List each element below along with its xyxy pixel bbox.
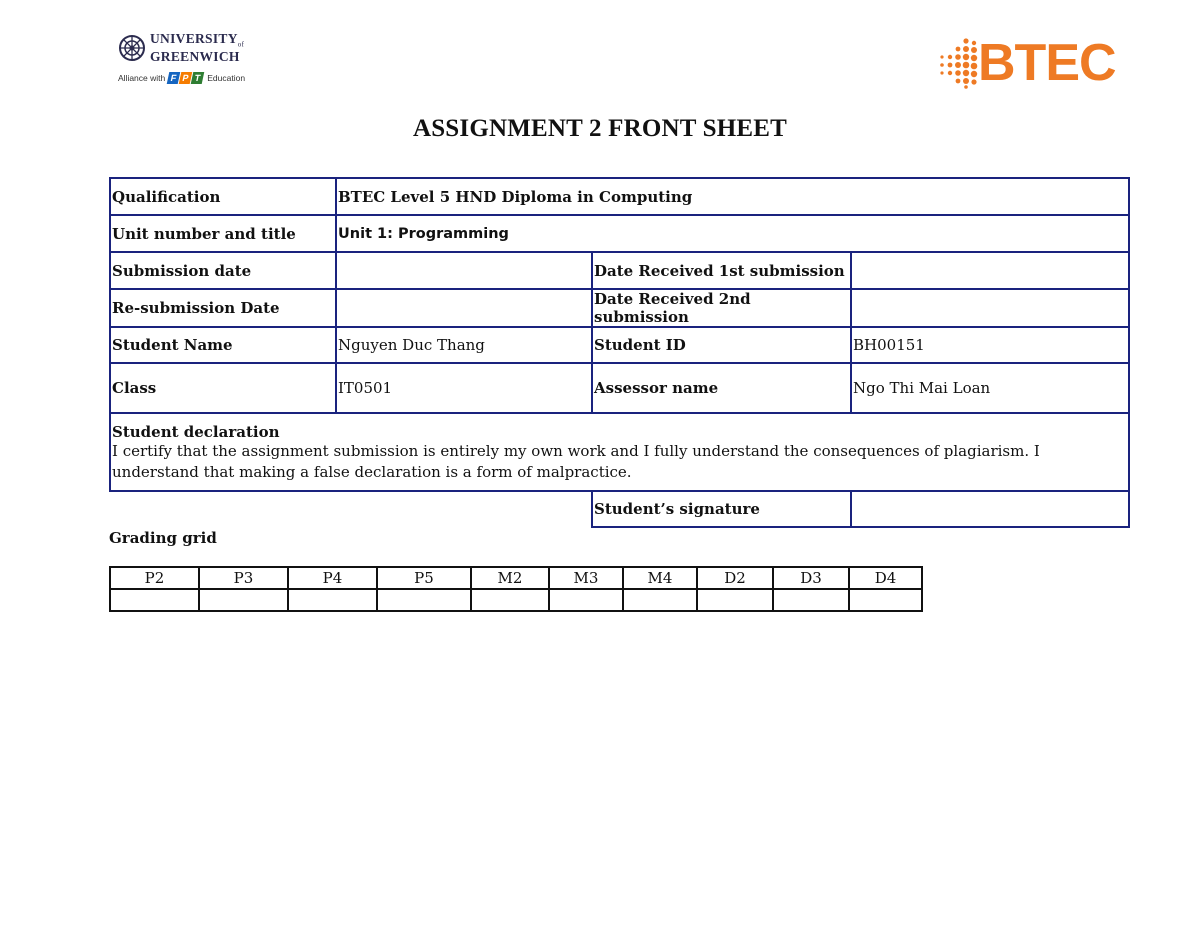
grading-grid-label: Grading grid	[109, 529, 217, 547]
fpt-letter-f: F	[167, 72, 181, 84]
grading-grid	[109, 566, 923, 612]
student-id-label: Student ID	[592, 327, 851, 363]
btec-logo	[936, 34, 1122, 92]
class-row	[110, 363, 1129, 413]
date-received-1-label: Date Received 1st submission	[592, 252, 851, 289]
declaration-title: Student declaration	[112, 423, 280, 441]
assessor-value: Ngo Thi Mai Loan	[851, 363, 1129, 413]
qualification-value: BTEC Level 5 HND Diploma in Computing	[336, 178, 1129, 215]
university-of-greenwich-logo	[118, 33, 258, 93]
grade-header: P2	[110, 567, 199, 589]
submission-row	[110, 252, 1129, 289]
declaration-row	[110, 413, 1129, 491]
grade-cell[interactable]	[849, 589, 922, 611]
education-text: Education	[207, 72, 246, 83]
class-label: Class	[110, 363, 336, 413]
fpt-letter-p: P	[179, 72, 193, 84]
grade-cell[interactable]	[377, 589, 471, 611]
grade-cell[interactable]	[549, 589, 623, 611]
grade-header: D3	[773, 567, 849, 589]
front-sheet-table	[109, 177, 1130, 528]
grade-cell[interactable]	[288, 589, 377, 611]
assessor-label: Assessor name	[592, 363, 851, 413]
qualification-label: Qualification	[110, 178, 336, 215]
qualification-row	[110, 178, 1129, 215]
student-row	[110, 327, 1129, 363]
alliance-text: Alliance with	[118, 72, 166, 83]
grade-header: P5	[377, 567, 471, 589]
grade-cell[interactable]	[623, 589, 697, 611]
date-received-1-field[interactable]	[851, 252, 1129, 289]
unit-row	[110, 215, 1129, 252]
date-received-2-label: Date Received 2nd submission	[592, 289, 851, 327]
grade-header: M2	[471, 567, 549, 589]
grade-header: M4	[623, 567, 697, 589]
fpt-logo	[168, 72, 204, 84]
grading-header-row	[110, 567, 922, 589]
student-id-value: BH00151	[851, 327, 1129, 363]
grade-cell[interactable]	[773, 589, 849, 611]
university-name: $UNIVERSITY_{of}$ GREENWICH	[150, 31, 245, 64]
grade-header: D4	[849, 567, 922, 589]
declaration-cell	[110, 413, 1129, 491]
class-value: IT0501	[336, 363, 592, 413]
grade-header: M3	[549, 567, 623, 589]
page-title: ASSIGNMENT 2 FRONT SHEET	[412, 115, 788, 142]
resubmission-date-field[interactable]	[336, 289, 592, 327]
signature-label: Student’s signature	[592, 491, 851, 527]
submission-date-field[interactable]	[336, 252, 592, 289]
resubmission-row	[110, 289, 1129, 327]
resubmission-date-label: Re-submission Date	[110, 289, 336, 327]
grade-cell[interactable]	[199, 589, 288, 611]
date-received-2-field[interactable]	[851, 289, 1129, 327]
grade-cell[interactable]	[697, 589, 773, 611]
btec-dots-icon	[936, 37, 982, 89]
submission-date-label: Submission date	[110, 252, 336, 289]
signature-spacer-2	[336, 491, 592, 527]
grade-cell[interactable]	[471, 589, 549, 611]
btec-wordmark: BTEC	[978, 34, 1116, 92]
student-name-label: Student Name	[110, 327, 336, 363]
grading-value-row	[110, 589, 922, 611]
fpt-alliance	[118, 72, 258, 84]
declaration-text: I certify that the assignment submission is entirely my own work and I fully understand the consequences of plagiarism. I understand that making a false declaration is a form of malpractice.	[112, 442, 1040, 481]
student-name-value: Nguyen Duc Thang	[336, 327, 592, 363]
unit-label: Unit number and title	[110, 215, 336, 252]
greenwich-crest-icon	[118, 34, 146, 62]
grade-header: P3	[199, 567, 288, 589]
grade-header: D2	[697, 567, 773, 589]
signature-field[interactable]	[851, 491, 1129, 527]
grade-header: P4	[288, 567, 377, 589]
signature-spacer-1	[110, 491, 336, 527]
unit-value: Unit 1: Programming	[336, 215, 1129, 252]
grade-cell[interactable]	[110, 589, 199, 611]
fpt-letter-t: T	[191, 72, 205, 84]
signature-row	[110, 491, 1129, 527]
